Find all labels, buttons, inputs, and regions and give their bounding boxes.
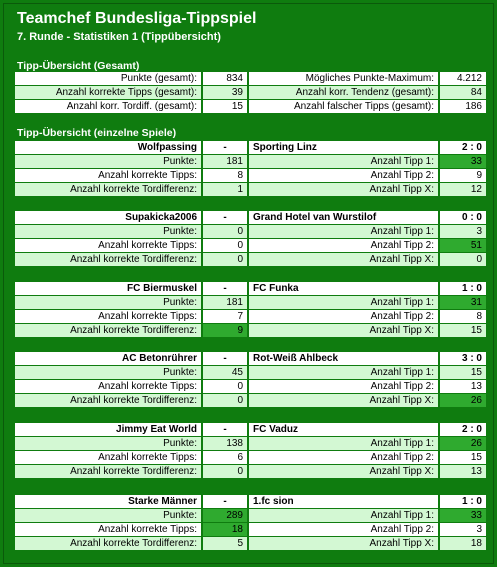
away-team: FC Vaduz (249, 423, 438, 436)
overview-label: Anzahl falscher Tipps (gesamt): (249, 100, 438, 113)
tipx-label: Anzahl Tipp X: (249, 537, 438, 550)
tip1-label: Anzahl Tipp 1: (249, 437, 438, 450)
match-score: 2 : 0 (440, 423, 486, 436)
vs-separator: - (203, 282, 247, 295)
match-score: 0 : 0 (440, 211, 486, 224)
match-score: 1 : 0 (440, 495, 486, 508)
vs-separator: - (203, 495, 247, 508)
tip2-label: Anzahl Tipp 2: (249, 169, 438, 182)
match-table (13, 422, 488, 479)
tip1-value: 3 (440, 225, 486, 238)
tip2-label: Anzahl Tipp 2: (249, 380, 438, 393)
match-header (15, 282, 486, 295)
diff-value: 1 (203, 183, 247, 196)
tip1-label: Anzahl Tipp 1: (249, 296, 438, 309)
diff-label: Anzahl korrekte Tordifferenz: (15, 324, 201, 337)
tip2-value: 51 (440, 239, 486, 252)
stat-row (15, 310, 486, 323)
match-score: 1 : 0 (440, 282, 486, 295)
correct-label: Anzahl korrekte Tipps: (15, 523, 201, 536)
match-header (15, 423, 486, 436)
home-team: Supakicka2006 (15, 211, 201, 224)
points-value: 45 (203, 366, 247, 379)
stat-row (15, 380, 486, 393)
diff-label: Anzahl korrekte Tordifferenz: (15, 183, 201, 196)
stat-row (15, 366, 486, 379)
match-table (13, 140, 488, 197)
overview-label: Anzahl korrekte Tipps (gesamt): (15, 86, 201, 99)
tip1-label: Anzahl Tipp 1: (249, 225, 438, 238)
diff-label: Anzahl korrekte Tordifferenz: (15, 253, 201, 266)
correct-value: 6 (203, 451, 247, 464)
correct-value: 7 (203, 310, 247, 323)
tip1-value: 33 (440, 155, 486, 168)
overview-row (15, 86, 486, 99)
games-section-title: Tipp-Übersicht (einzelne Spiele) (17, 127, 177, 139)
overview-section-title: Tipp-Übersicht (Gesamt) (17, 60, 140, 72)
match-score: 2 : 0 (440, 141, 486, 154)
stat-row (15, 239, 486, 252)
overview-row (15, 100, 486, 113)
vs-separator: - (203, 211, 247, 224)
overview-value: 84 (440, 86, 486, 99)
correct-label: Anzahl korrekte Tipps: (15, 380, 201, 393)
overview-value: 4.212 (440, 72, 486, 85)
overview-value: 15 (203, 100, 247, 113)
home-team: Wolfpassing (15, 141, 201, 154)
match-table (13, 494, 488, 551)
stat-row (15, 155, 486, 168)
tip1-label: Anzahl Tipp 1: (249, 509, 438, 522)
tip2-value: 13 (440, 380, 486, 393)
tipx-label: Anzahl Tipp X: (249, 253, 438, 266)
stat-row (15, 169, 486, 182)
overview-value: 834 (203, 72, 247, 85)
stat-row (15, 465, 486, 478)
overview-label: Anzahl korr. Tordiff. (gesamt): (15, 100, 201, 113)
tip2-label: Anzahl Tipp 2: (249, 310, 438, 323)
correct-value: 0 (203, 239, 247, 252)
stat-row (15, 225, 486, 238)
match-header (15, 141, 486, 154)
tipx-value: 15 (440, 324, 486, 337)
home-team: FC Biermuskel (15, 282, 201, 295)
points-label: Punkte: (15, 155, 201, 168)
stat-row (15, 253, 486, 266)
stat-row (15, 183, 486, 196)
diff-value: 9 (203, 324, 247, 337)
tip1-value: 33 (440, 509, 486, 522)
tip1-value: 31 (440, 296, 486, 309)
match-table (13, 351, 488, 408)
overview-label: Anzahl korr. Tendenz (gesamt): (249, 86, 438, 99)
tipx-value: 26 (440, 394, 486, 407)
stat-row (15, 324, 486, 337)
tipx-value: 18 (440, 537, 486, 550)
home-team: AC Betonrührer (15, 352, 201, 365)
match-header (15, 495, 486, 508)
match-table (13, 210, 488, 267)
diff-value: 0 (203, 465, 247, 478)
tip2-label: Anzahl Tipp 2: (249, 239, 438, 252)
tip1-value: 26 (440, 437, 486, 450)
overview-value: 39 (203, 86, 247, 99)
stat-row (15, 537, 486, 550)
match-header (15, 352, 486, 365)
away-team: Sporting Linz (249, 141, 438, 154)
diff-value: 0 (203, 253, 247, 266)
tipx-value: 12 (440, 183, 486, 196)
tip1-label: Anzahl Tipp 1: (249, 155, 438, 168)
diff-label: Anzahl korrekte Tordifferenz: (15, 394, 201, 407)
stat-row (15, 523, 486, 536)
points-value: 289 (203, 509, 247, 522)
tip2-label: Anzahl Tipp 2: (249, 451, 438, 464)
correct-value: 18 (203, 523, 247, 536)
tipx-label: Anzahl Tipp X: (249, 324, 438, 337)
stat-row (15, 394, 486, 407)
overview-label: Punkte (gesamt): (15, 72, 201, 85)
stat-row (15, 451, 486, 464)
tipx-value: 13 (440, 465, 486, 478)
tipx-value: 0 (440, 253, 486, 266)
points-value: 0 (203, 225, 247, 238)
points-label: Punkte: (15, 225, 201, 238)
correct-label: Anzahl korrekte Tipps: (15, 310, 201, 323)
tip2-value: 8 (440, 310, 486, 323)
diff-label: Anzahl korrekte Tordifferenz: (15, 465, 201, 478)
points-label: Punkte: (15, 366, 201, 379)
away-team: FC Funka (249, 282, 438, 295)
correct-value: 0 (203, 380, 247, 393)
correct-label: Anzahl korrekte Tipps: (15, 239, 201, 252)
match-header (15, 211, 486, 224)
overview-label: Mögliches Punkte-Maximum: (249, 72, 438, 85)
tipx-label: Anzahl Tipp X: (249, 465, 438, 478)
away-team: 1.fc sion (249, 495, 438, 508)
points-value: 181 (203, 155, 247, 168)
tip2-label: Anzahl Tipp 2: (249, 523, 438, 536)
tip1-value: 15 (440, 366, 486, 379)
tipx-label: Anzahl Tipp X: (249, 394, 438, 407)
page-title: Teamchef Bundesliga-Tippspiel (17, 10, 257, 27)
tip2-value: 3 (440, 523, 486, 536)
overview-table (13, 71, 488, 114)
page-subtitle: 7. Runde - Statistiken 1 (Tippübersicht) (17, 31, 221, 43)
away-team: Rot-Weiß Ahlbeck (249, 352, 438, 365)
home-team: Starke Männer (15, 495, 201, 508)
points-label: Punkte: (15, 437, 201, 450)
tip2-value: 9 (440, 169, 486, 182)
tip2-value: 15 (440, 451, 486, 464)
match-score: 3 : 0 (440, 352, 486, 365)
tipx-label: Anzahl Tipp X: (249, 183, 438, 196)
away-team: Grand Hotel van Wurstilof (249, 211, 438, 224)
stat-row (15, 296, 486, 309)
points-value: 138 (203, 437, 247, 450)
overview-value: 186 (440, 100, 486, 113)
correct-value: 8 (203, 169, 247, 182)
diff-value: 0 (203, 394, 247, 407)
points-label: Punkte: (15, 296, 201, 309)
overview-row (15, 72, 486, 85)
vs-separator: - (203, 352, 247, 365)
diff-label: Anzahl korrekte Tordifferenz: (15, 537, 201, 550)
vs-separator: - (203, 141, 247, 154)
vs-separator: - (203, 423, 247, 436)
stat-row (15, 437, 486, 450)
diff-value: 5 (203, 537, 247, 550)
correct-label: Anzahl korrekte Tipps: (15, 169, 201, 182)
points-label: Punkte: (15, 509, 201, 522)
match-table (13, 281, 488, 338)
home-team: Jimmy Eat World (15, 423, 201, 436)
points-value: 181 (203, 296, 247, 309)
stat-row (15, 509, 486, 522)
tip1-label: Anzahl Tipp 1: (249, 366, 438, 379)
correct-label: Anzahl korrekte Tipps: (15, 451, 201, 464)
